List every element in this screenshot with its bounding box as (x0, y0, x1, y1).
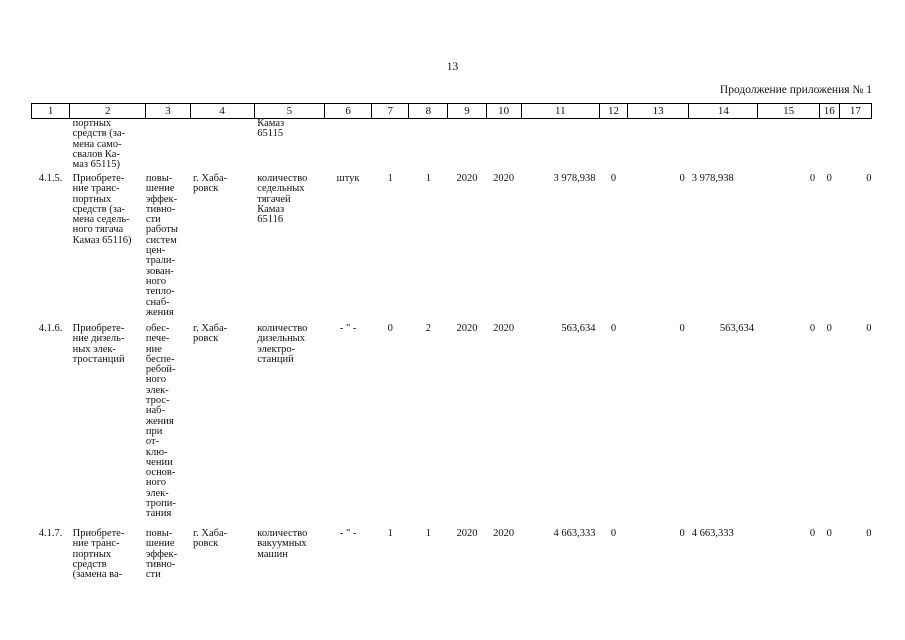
cell: 1 (425, 173, 431, 184)
item-name: Приобрете- ние транс- портных средств (замена ва- (72, 528, 125, 581)
table-row (32, 174, 872, 324)
cell: 2020 (456, 173, 478, 184)
cell (521, 119, 599, 175)
cell: 2020 (456, 528, 478, 539)
column-header: 6 (325, 104, 372, 119)
item-place (190, 119, 254, 175)
cell (599, 119, 627, 175)
column-header: 5 (254, 104, 324, 119)
cell: 3 978,938 (691, 173, 734, 184)
cell (839, 119, 871, 175)
cell: 1 (387, 528, 393, 539)
cell: 2020 (456, 323, 478, 334)
item-goal: повы- шение эффек- тивно- сти работы систем цен- трали- зован- ного тепло- снаб- жения (145, 173, 178, 318)
cell: 0 (387, 323, 393, 334)
cell (372, 119, 409, 175)
cell: 4 663,333 (553, 528, 596, 539)
item-number (32, 119, 70, 175)
cell: 0 (826, 173, 832, 184)
page-number: 13 (446, 61, 459, 73)
cell: 0 (809, 528, 816, 539)
column-header: 14 (689, 104, 758, 119)
column-header: 17 (839, 104, 871, 119)
item-goal: обес- пече- ние беспе- ребой- ного элек- трос- наб- жения при от- клю- чении основ- ного элек- тропи- тания (145, 323, 176, 520)
column-header: 11 (521, 104, 599, 119)
item-number: 4.1.7. (38, 528, 63, 539)
column-header: 16 (819, 104, 839, 119)
cell (409, 119, 448, 175)
table-row (32, 324, 872, 529)
column-header: 13 (628, 104, 689, 119)
cell: 0 (679, 528, 685, 539)
cell (758, 119, 819, 175)
cell: 0 (679, 323, 685, 334)
item-unit (325, 119, 372, 175)
item-unit: - " - (339, 528, 357, 539)
item-unit: - " - (339, 323, 357, 334)
header-row (32, 104, 872, 119)
cell (628, 119, 689, 175)
item-unit: штук (336, 173, 360, 184)
appendix-table (31, 103, 872, 580)
item-place: г. Хаба- ровск (193, 528, 228, 550)
column-header: 4 (190, 104, 254, 119)
column-header: 8 (409, 104, 448, 119)
cell: 1 (425, 528, 431, 539)
item-number: 4.1.6. (38, 323, 63, 334)
cell: 2020 (493, 528, 515, 539)
cell: 0 (610, 173, 617, 184)
cell: 0 (610, 528, 617, 539)
cell: 0 (679, 173, 685, 184)
cell: 2020 (493, 323, 515, 334)
cell: 0 (610, 323, 617, 334)
cell: 0 (866, 528, 872, 539)
item-goal (146, 119, 190, 175)
cell: 1 (387, 173, 393, 184)
table-row (32, 529, 872, 580)
cell: 2 (425, 323, 431, 334)
table-row (32, 119, 872, 175)
item-place: г. Хаба- ровск (193, 323, 228, 345)
column-header: 2 (70, 104, 146, 119)
item-indicator: количество вакуумных машин (257, 528, 308, 560)
column-header: 3 (146, 104, 190, 119)
cell: 563,634 (719, 323, 754, 334)
item-name: Приобрете- ние дизель- ных элек- тростанций (72, 323, 125, 365)
cell: 0 (809, 323, 816, 334)
item-indicator: Камаз 65115 (257, 118, 285, 140)
item-place: г. Хаба- ровск (193, 173, 228, 195)
cell: 0 (826, 323, 832, 334)
cell: 2020 (493, 173, 515, 184)
item-name: портных средств (за- мена само- свалов Ка- маз 65115) (72, 118, 126, 171)
cell (689, 119, 758, 175)
cell: 0 (826, 528, 832, 539)
cell (448, 119, 486, 175)
cell: 3 978,938 (553, 173, 596, 184)
cell: 4 663,333 (691, 528, 734, 539)
column-header: 12 (599, 104, 627, 119)
column-header: 1 (32, 104, 70, 119)
cell: 0 (866, 323, 872, 334)
cell (486, 119, 521, 175)
item-goal: повы- шение эффек- тивно- сти (145, 528, 178, 581)
column-header: 15 (758, 104, 819, 119)
continuation-label: Продолжение приложения № 1 (719, 84, 872, 96)
column-header: 7 (372, 104, 409, 119)
cell: 0 (866, 173, 872, 184)
cell (819, 119, 839, 175)
item-indicator: количество седельных тягачей Камаз 65116 (257, 173, 308, 226)
column-header: 10 (486, 104, 521, 119)
column-header: 9 (448, 104, 486, 119)
cell: 0 (809, 173, 816, 184)
item-name: Приобрете- ние транс- портных средств (за- мена седель- ного тягача Камаз 65116) (72, 173, 132, 246)
cell: 563,634 (561, 323, 596, 334)
item-number: 4.1.5. (38, 173, 63, 184)
item-indicator: количество дизельных электро- станций (257, 323, 308, 365)
